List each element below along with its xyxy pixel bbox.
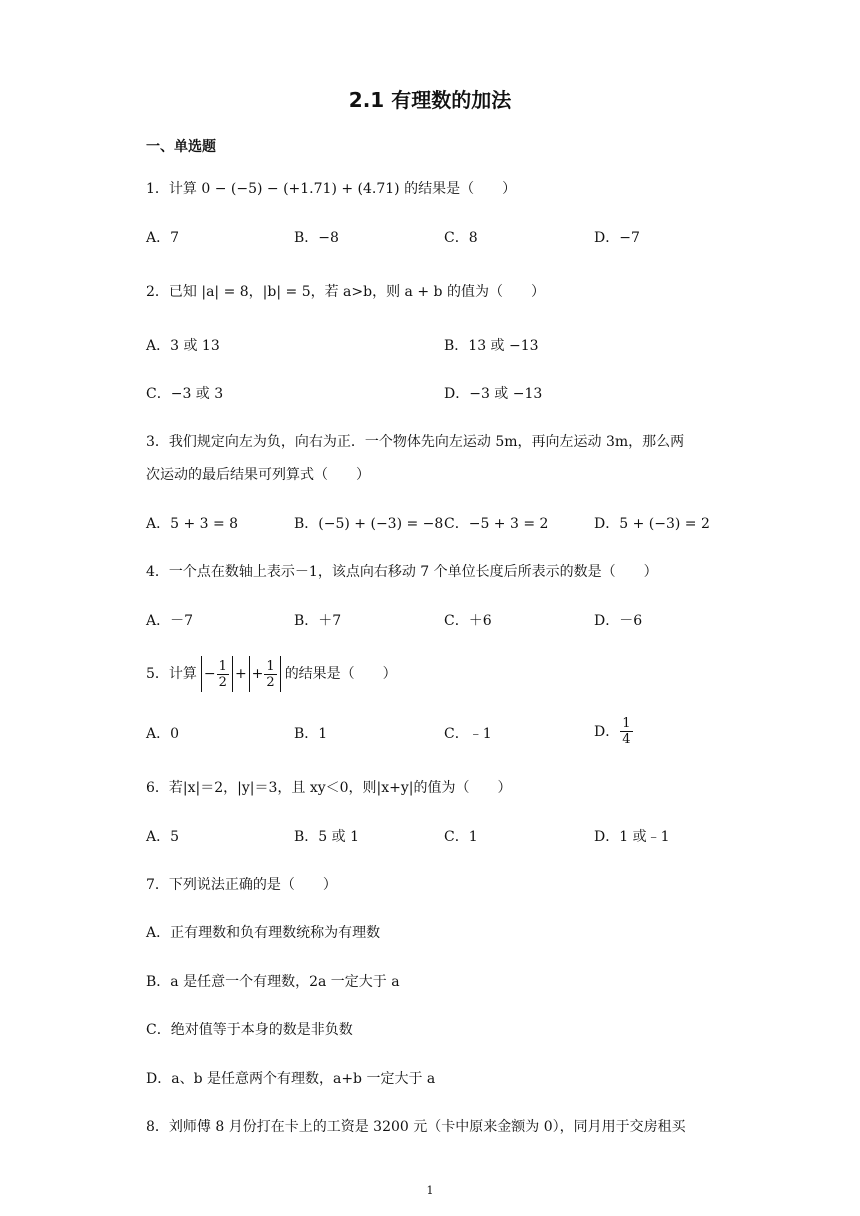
q5-fraction-1-num: 1 — [218, 658, 227, 674]
q5-fraction-1 — [217, 659, 229, 690]
q6-option-a: A．5 — [146, 829, 180, 845]
page-title: 2.1 有理数的加法 — [348, 88, 512, 112]
section-heading: 一、单选题 — [146, 139, 216, 155]
q3-option-d: D．5 + (−3) = 2 — [594, 516, 710, 532]
q4-option-a: A．－7 — [146, 613, 194, 629]
q7-option-a: A．正有理数和负有理数统称为有理数 — [146, 925, 381, 941]
question-3-line-1: 3．我们规定向左为负，向右为正．一个物体先向左运动 5m，再向左运动 3m，那么两 — [146, 434, 685, 450]
q1-option-b: B．−8 — [294, 230, 339, 246]
q2-option-c: C．−3 或 3 — [146, 386, 224, 402]
q5-option-b: B．1 — [294, 726, 328, 742]
q5-fraction-1-den: 2 — [218, 674, 227, 690]
q1-option-c: C．8 — [444, 230, 478, 246]
q5-option-d-fraction — [620, 716, 632, 747]
q5-option-d-num: 1 — [622, 716, 631, 731]
question-5 — [146, 656, 397, 692]
q6-option-d: D．1 或﹣1 — [594, 829, 670, 845]
q4-option-c: C．＋6 — [444, 613, 492, 629]
q5-plus: + — [234, 666, 247, 682]
q5-option-a: A．0 — [146, 726, 180, 742]
q2-option-a: A．3 或 13 — [146, 338, 220, 354]
question-7: 7．下列说法正确的是（ ） — [146, 877, 337, 893]
q3-option-c: C．−5 + 3 = 2 — [444, 516, 549, 532]
question-4: 4．一个点在数轴上表示－1，该点向右移动 7 个单位长度后所表示的数是（ ） — [146, 564, 658, 580]
q5-option-d — [594, 716, 634, 747]
q1-option-d: D．−7 — [594, 230, 640, 246]
q1-option-a: A．7 — [146, 230, 180, 246]
q5-fraction-2-num: 1 — [266, 658, 275, 674]
q7-option-c: C．绝对值等于本身的数是非负数 — [146, 1022, 353, 1038]
question-3-line-2: 次运动的最后结果可列算式（ ） — [146, 467, 370, 483]
question-2: 2．已知 |a| = 8，|b| = 5，若 a>b，则 a + b 的值为（ ） — [146, 284, 545, 300]
q5-option-d-den: 4 — [622, 732, 631, 747]
q5-abs-1 — [201, 656, 233, 692]
q5-plus-2: + — [251, 666, 264, 682]
q5-option-c: C．﹣1 — [444, 726, 492, 742]
q4-option-b: B．＋7 — [294, 613, 342, 629]
q3-option-b: B．(−5) + (−3) = −8 — [294, 516, 444, 532]
q6-option-b: B．5 或 1 — [294, 829, 360, 845]
q2-option-b: B．13 或 −13 — [444, 338, 539, 354]
q3-option-a: A．5 + 3 = 8 — [146, 516, 239, 532]
q7-option-b: B．a 是任意一个有理数，2a 一定大于 a — [146, 974, 400, 990]
q5-option-d-label: D． — [594, 723, 620, 740]
q6-option-c: C．1 — [444, 829, 478, 845]
q5-suffix: 的结果是（ ） — [284, 666, 397, 682]
q5-fraction-2 — [264, 659, 276, 690]
question-1: 1．计算 0 − (−5) − (+1.71) + (4.71) 的结果是（ ） — [146, 181, 517, 197]
q5-minus: − — [203, 666, 216, 682]
q5-abs-2 — [249, 656, 281, 692]
question-6: 6．若|x|＝2，|y|＝3，且 xy＜0，则|x+y|的值为（ ） — [146, 780, 512, 796]
q5-fraction-2-den: 2 — [266, 674, 275, 690]
q5-prefix: 5．计算 — [146, 666, 197, 682]
page-number: 1 — [426, 1184, 434, 1197]
q4-option-d: D．－6 — [594, 613, 643, 629]
q2-option-d: D．−3 或 −13 — [444, 386, 543, 402]
q7-option-d: D．a、b 是任意两个有理数，a+b 一定大于 a — [146, 1071, 436, 1087]
question-8: 8．刘师傅 8 月份打在卡上的工资是 3200 元（卡中原来金额为 0），同月用于交房租买 — [146, 1119, 686, 1135]
